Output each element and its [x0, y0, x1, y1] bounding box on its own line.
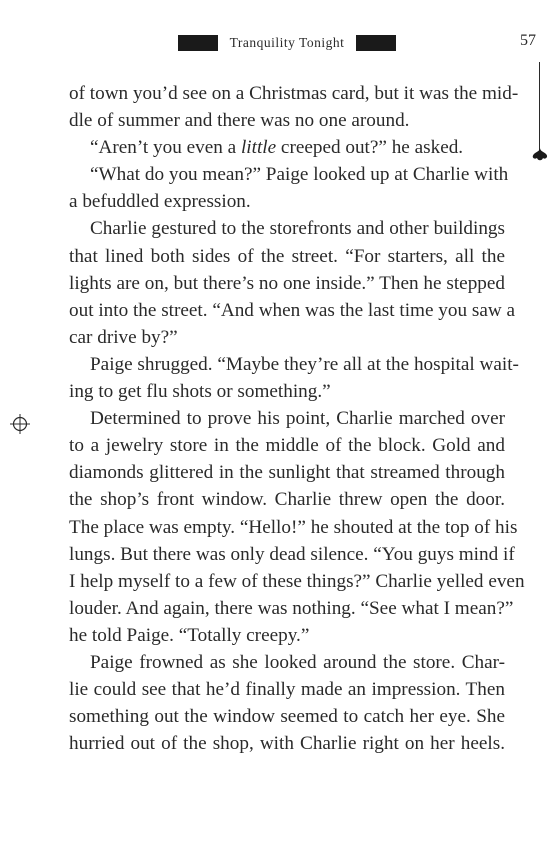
text-line: hurried out of the shop, with Charlie right on her heels.	[69, 733, 505, 755]
text-line: diamonds glittered in the sunlight that streamed through	[69, 462, 505, 484]
bookmark-ribbon-line	[539, 62, 540, 152]
ribbon-drip-icon	[531, 148, 549, 162]
text-line: of town you’d see on a Christmas card, but it was the mid-	[69, 83, 519, 104]
text-line: lungs. But there was only dead silence. “You guys mind if	[69, 543, 515, 565]
body-text	[69, 80, 525, 757]
text-line: louder. And again, there was nothing. “See what I mean?”	[69, 597, 514, 619]
text-line: ing to get flu shots or something.”	[69, 381, 331, 403]
text-line: he told Paige. “Totally creepy.”	[69, 624, 310, 646]
text-line: a befuddled expression.	[69, 191, 251, 213]
text-line: Charlie gestured to the storefronts and other buildings	[90, 218, 505, 240]
text-line: out into the street. “And when was the last time you saw a	[69, 299, 516, 321]
text-line: something out the window seemed to catch her eye. She	[69, 706, 505, 728]
text-line: the shop’s front window. Charlie threw open the door.	[69, 489, 505, 511]
text-line: Paige frowned as she looked around the store. Char-	[90, 651, 505, 673]
text-line: Determined to prove his point, Charlie marched over	[90, 408, 505, 430]
running-title: Tranquility Tonight	[229, 35, 345, 50]
running-header	[178, 34, 396, 52]
text-fragment: creeped out?” he asked.	[276, 137, 464, 159]
text-line: car drive by?”	[69, 326, 178, 348]
page-number: 57	[520, 32, 536, 49]
text-line: “What do you mean?” Paige looked up at Charlie with	[90, 164, 509, 186]
text-line: that lined both sides of the street. “For starters, all the	[69, 245, 505, 267]
text-line: The place was empty. “Hello!” he shouted at the top of his	[69, 516, 518, 538]
header-left-bar	[178, 35, 218, 51]
text-line: dle of summer and there was no one around.	[69, 110, 410, 132]
crosshair-circle-icon	[10, 414, 30, 434]
text-line: I help myself to a few of these things?” Charlie yelled even	[69, 570, 525, 592]
text-line: lie could see that he’d finally made an impression. Then	[69, 679, 505, 701]
text-fragment: “Aren’t you even a	[90, 137, 241, 159]
text-line: lights are on, but there’s no one inside.” Then he stepped	[69, 272, 505, 294]
text-line: Paige shrugged. “Maybe they’re all at the hospital wait-	[90, 353, 519, 375]
header-right-bar	[356, 35, 396, 51]
emphasized-word: little	[240, 137, 277, 159]
text-line: to a jewelry store in the middle of the block. Gold and	[69, 435, 505, 457]
text-line	[69, 134, 505, 161]
